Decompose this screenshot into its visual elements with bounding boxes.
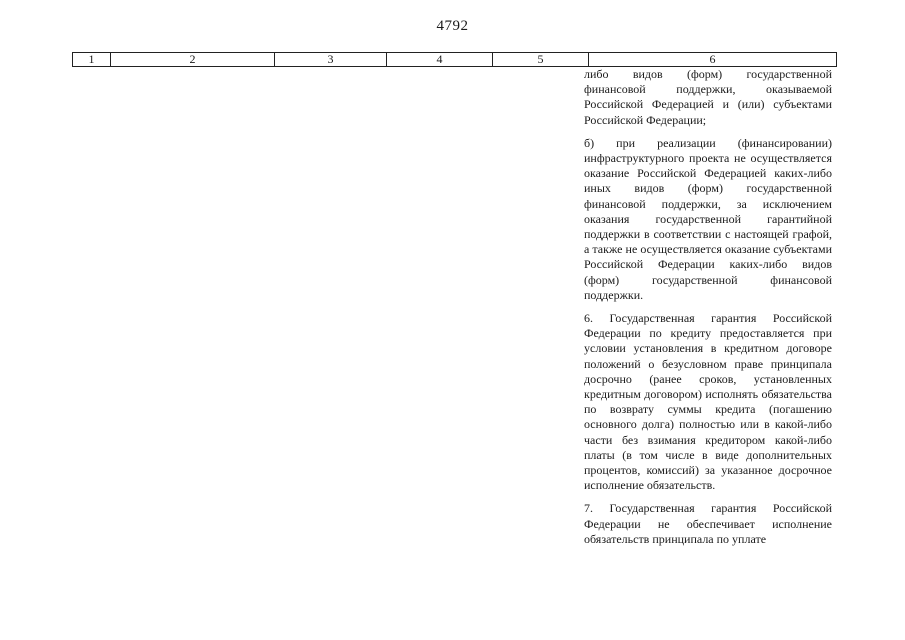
column-number-6: 6	[589, 53, 837, 67]
paragraph-6: 6. Государственная гарантия Российской Федерации по кредиту предоставляется при условии установления в кредитном договоре положений о безусловном праве принципала досрочно (ранее сроков, установленных кредитным договором) исполнять обязательства по возврату суммы кредита (погашению основного долга) полностью или в какой-либо части без взимания кредитором какой-либо платы (в том числе в виде дополнительных процентов, комиссий) за указанное досрочное исполнение обязательств.	[584, 311, 832, 493]
page-number: 4792	[436, 18, 469, 34]
column-number-2: 2	[111, 53, 275, 67]
column-number-4: 4	[387, 53, 493, 67]
column-number-3: 3	[275, 53, 387, 67]
column-6-text	[584, 67, 832, 555]
paragraph-b: б) при реализации (финансировании) инфраструктурного проекта не осуществляется оказание Российской Федерацией каких-либо иных видов (форм) государственной финансовой поддержки, за исключением оказания государственной гарантийной поддержки в соответствии с настоящей графой, а также не осуществляется оказание субъектами Российской Федерации каких-либо видов (форм) государственной финансовой поддержки.	[584, 135, 832, 302]
column-number-5: 5	[493, 53, 589, 67]
table-header-row	[72, 52, 837, 67]
paragraph-continuation: либо видов (форм) государственной финансовой поддержки, оказываемой Российской Федерацией и (или) субъектами Российской Федерации;	[584, 67, 832, 127]
paragraph-7: 7. Государственная гарантия Российской Федерации не обеспечивает исполнение обязательств принципала по уплате	[584, 501, 832, 546]
column-number-1: 1	[73, 53, 111, 67]
